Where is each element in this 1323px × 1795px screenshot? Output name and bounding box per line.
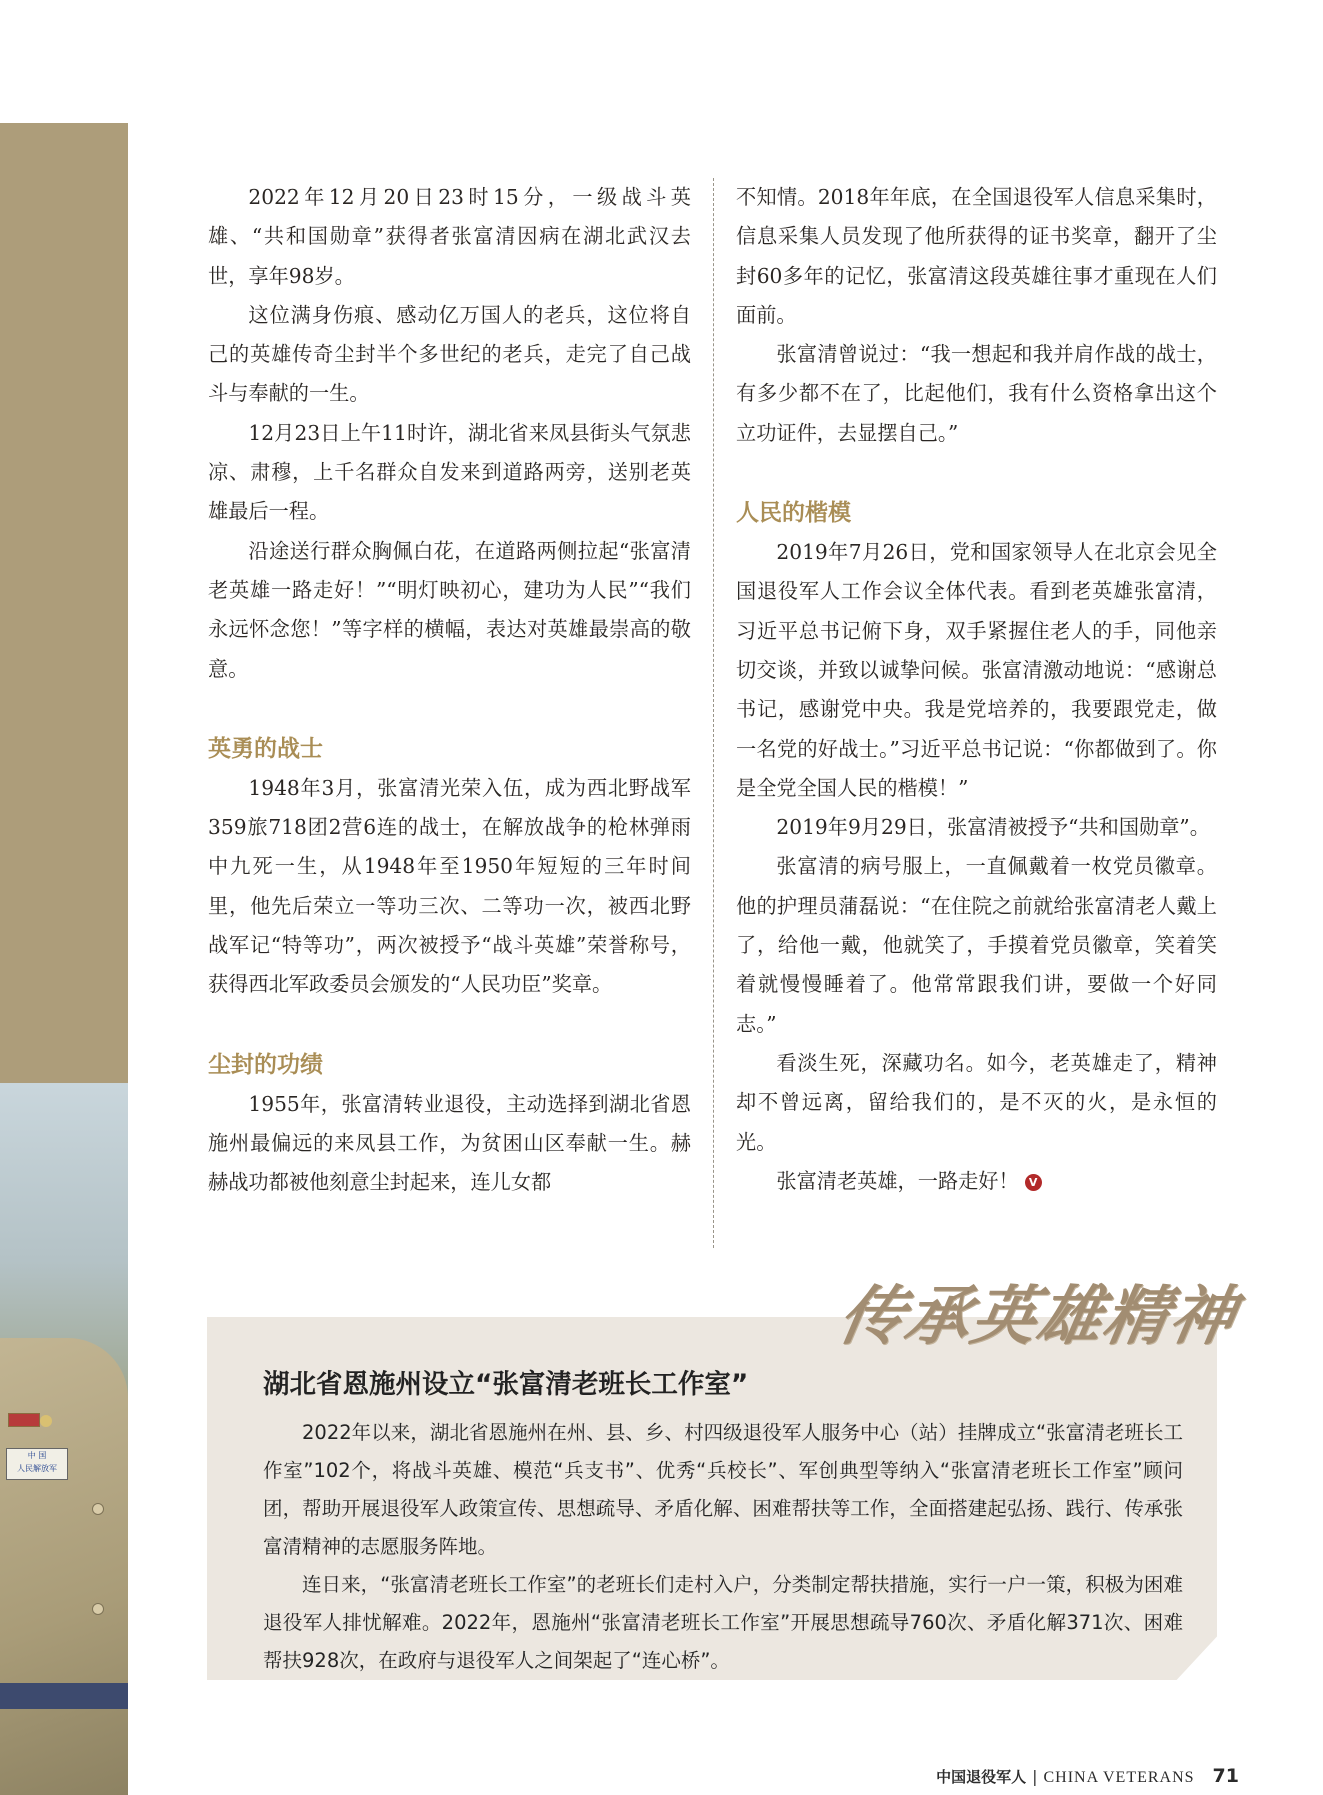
paragraph: 2019年9月29日，张富清被授予“共和国勋章”。	[776, 815, 1210, 840]
section-heading: 英勇的战士	[208, 735, 323, 762]
section-heading: 尘封的功绩	[208, 1051, 323, 1078]
article-right-column	[736, 178, 1217, 1201]
page-number: 71	[1212, 1765, 1239, 1787]
column-divider	[713, 178, 714, 1248]
paragraph: 2019年7月26日，党和国家领导人在北京会见全国退役军人工作会议全体代表。看到老英雄张富清，习近平总书记俯下身，双手紧握住老人的手，同他亲切交谈，并致以诚挚问候。张富清激动地说：“感谢总书记，感谢党中央。我是党培养的，我要跟党走，做一名党的好战士。”习近平总书记说：“你都做到了。你是全党全国人民的楷模！”	[736, 540, 1217, 800]
paragraph: 2022年以来，湖北省恩施州在州、县、乡、村四级退役军人服务中心（站）挂牌成立“张富清老班长工作室”102个，将战斗英雄、模范“兵支书”、优秀“兵校长”、军创典型等纳入“张富清老班长工作室”顾问团，帮助开展退役军人政策宣传、思想疏导、矛盾化解、困难帮扶等工作，全面搭建起弘扬、践行、传承张富清精神的志愿服务阵地。	[263, 1421, 1183, 1558]
paragraph: 不知情。2018年年底，在全国退役军人信息采集时，信息采集人员发现了他所获得的证书奖章，翻开了尘封60多年的记忆，张富清这段英雄往事才重现在人们面前。	[736, 185, 1217, 327]
closing-text: 张富清老英雄，一路走好！	[776, 1168, 1019, 1193]
photo-pin	[40, 1415, 52, 1427]
paragraph: 1955年，张富清转业退役，主动选择到湖北省恩施州最偏远的来凤县工作，为贫困山区奉献一生。赫赫战功都被他刻意尘封起来，连儿女都	[208, 1091, 691, 1195]
paragraph: 张富清的病号服上，一直佩戴着一枚党员徽章。他的护理员蒲磊说：“在住院之前就给张富清老人戴上了，给他一戴，他就笑了，手摸着党员徽章，笑着笑着就慢慢睡着了。他常常跟我们讲，要做一个好同志。”	[736, 854, 1217, 1036]
closing-paragraph	[736, 1162, 1217, 1201]
badge-line-1: 中 国	[27, 1451, 47, 1460]
end-mark-icon: V	[1025, 1174, 1042, 1191]
paragraph: 看淡生死，深藏功名。如今，老英雄走了，精神却不曾远离，留给我们的，是不灭的火，是永恒的光。	[736, 1050, 1217, 1154]
section-heading: 人民的楷模	[736, 500, 851, 527]
footer-separator: |	[1032, 1767, 1038, 1786]
paragraph: 12月23日上午11时许，湖北省来凤县街头气氛悲凉、肃穆，上千名群众自发来到道路两旁，送别老英雄最后一程。	[208, 420, 691, 524]
article-left-column	[208, 178, 691, 1203]
decorative-color-band	[0, 123, 128, 1083]
photo-button	[92, 1503, 104, 1515]
calligraphy-title: 传承英雄精神	[833, 1279, 1243, 1354]
photo-belt	[0, 1683, 128, 1709]
page-footer	[936, 1764, 1239, 1788]
magazine-name-cn: 中国退役军人	[936, 1768, 1027, 1786]
photo-medal-ribbon	[8, 1413, 40, 1427]
paragraph: 这位满身伤痕、感动亿万国人的老兵，这位将自己的英雄传奇尘封半个多世纪的老兵，走完了自己战斗与奉献的一生。	[208, 302, 691, 406]
paragraph: 1948年3月，张富清光荣入伍，成为西北野战军359旅718团2营6连的战士，在解放战争的枪林弹雨中九死一生，从1948年至1950年短短的三年时间里，他先后荣立一等功三次、二等功一次，被西北野战军记“特等功”，两次被授予“战斗英雄”荣誉称号，获得西北军政委员会颁发的“人民功臣”奖章。	[208, 775, 691, 997]
paragraph: 2022年12月20日23时15分，一级战斗英雄、“共和国勋章”获得者张富清因病在湖北武汉去世，享年98岁。	[208, 185, 691, 288]
paragraph: 张富清曾说过：“我一想起和我并肩作战的战士，有多少都不在了，比起他们，我有什么资格拿出这个立功证件，去显摆自己。”	[736, 342, 1217, 445]
callout-title: 湖北省恩施州设立“张富清老班长工作室”	[263, 1369, 749, 1400]
photo-button	[92, 1603, 104, 1615]
magazine-name-en: CHINA VETERANS	[1043, 1769, 1195, 1786]
veteran-portrait-photo	[0, 1083, 128, 1795]
badge-line-2: 人民解放军	[17, 1464, 57, 1473]
callout-body	[263, 1414, 1183, 1680]
photo-uniform	[0, 1338, 128, 1795]
photo-name-badge	[6, 1448, 68, 1480]
paragraph: 沿途送行群众胸佩白花，在道路两侧拉起“张富清老英雄一路走好！”“明灯映初心，建功为人民”“我们永远怀念您！”等字样的横幅，表达对英雄最崇高的敬意。	[208, 538, 691, 681]
paragraph: 连日来，“张富清老班长工作室”的老班长们走村入户，分类制定帮扶措施，实行一户一策，积极为困难退役军人排忧解难。2022年，恩施州“张富清老班长工作室”开展思想疏导760次、矛盾化解371次、困难帮扶928次，在政府与退役军人之间架起了“连心桥”。	[263, 1573, 1183, 1672]
